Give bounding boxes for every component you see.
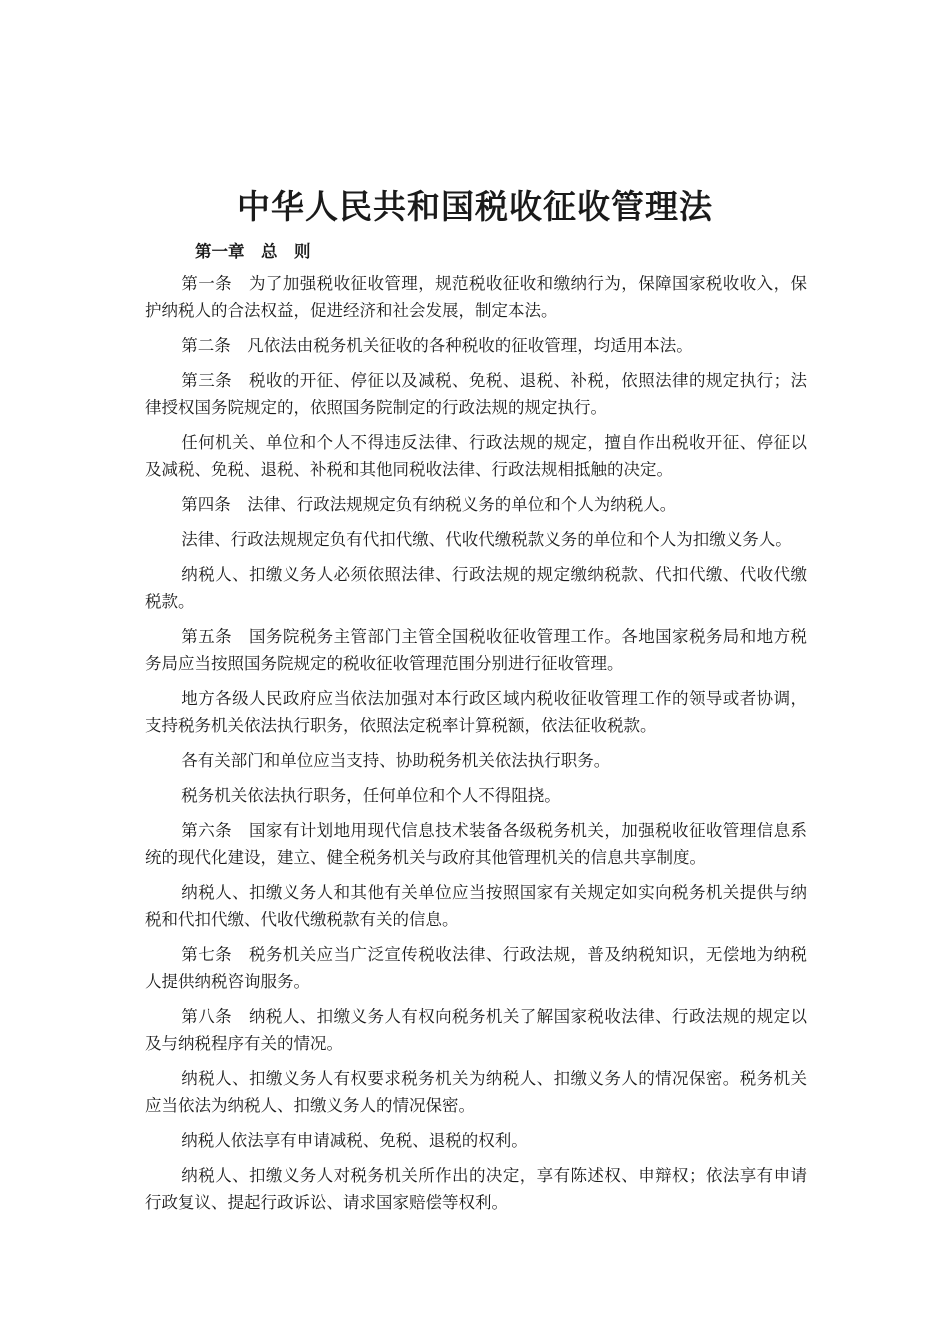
paragraph: 第一条 为了加强税收征收管理，规范税收征收和缴纳行为，保障国家税收收入，保护纳税人的合法权益，促进经济和社会发展，制定本法。 — [145, 274, 807, 320]
paragraph: 各有关部门和单位应当支持、协助税务机关依法执行职务。 — [181, 751, 611, 770]
paragraph: 税务机关依法执行职务，任何单位和个人不得阻挠。 — [181, 786, 561, 805]
document-body — [145, 270, 807, 1224]
paragraph: 纳税人、扣缴义务人必须依照法律、行政法规的规定缴纳税款、代扣代缴、代收代缴税款。 — [145, 565, 807, 611]
paragraph: 第六条 国家有计划地用现代信息技术装备各级税务机关，加强税收征收管理信息系统的现代化建设，建立、健全税务机关与政府其他管理机关的信息共享制度。 — [145, 821, 807, 867]
paragraph: 第七条 税务机关应当广泛宣传税收法律、行政法规，普及纳税知识，无偿地为纳税人提供纳税咨询服务。 — [145, 945, 807, 991]
paragraph: 纳税人、扣缴义务人和其他有关单位应当按照国家有关规定如实向税务机关提供与纳税和代扣代缴、代收代缴税款有关的信息。 — [145, 883, 807, 929]
paragraph: 法律、行政法规规定负有代扣代缴、代收代缴税款义务的单位和个人为扣缴义务人。 — [181, 530, 792, 549]
paragraph: 纳税人、扣缴义务人对税务机关所作出的决定，享有陈述权、申辩权；依法享有申请行政复议、提起行政诉讼、请求国家赔偿等权利。 — [145, 1166, 807, 1212]
paragraph: 纳税人依法享有申请减税、免税、退税的权利。 — [181, 1131, 528, 1150]
document-title: 中华人民共和国税收征收管理法 — [237, 187, 713, 226]
paragraph: 第八条 纳税人、扣缴义务人有权向税务机关了解国家税收法律、行政法规的规定以及与纳税程序有关的情况。 — [145, 1007, 807, 1053]
paragraph: 第四条 法律、行政法规规定负有纳税义务的单位和个人为纳税人。 — [181, 495, 677, 514]
paragraph: 第五条 国务院税务主管部门主管全国税收征收管理工作。各地国家税务局和地方税务局应当按照国务院规定的税收征收管理范围分别进行征收管理。 — [145, 627, 807, 673]
paragraph: 任何机关、单位和个人不得违反法律、行政法规的规定，擅自作出税收开征、停征以及减税、免税、退税、补税和其他同税收法律、行政法规相抵触的决定。 — [145, 433, 807, 479]
paragraph: 地方各级人民政府应当依法加强对本行政区域内税收征收管理工作的领导或者协调，支持税务机关依法执行职务，依照法定税率计算税额，依法征收税款。 — [145, 689, 807, 735]
paragraph: 第三条 税收的开征、停征以及减税、免税、退税、补税，依照法律的规定执行；法律授权国务院规定的，依照国务院制定的行政法规的规定执行。 — [145, 371, 807, 417]
paragraph: 纳税人、扣缴义务人有权要求税务机关为纳税人、扣缴义务人的情况保密。税务机关应当依法为纳税人、扣缴义务人的情况保密。 — [145, 1069, 807, 1115]
paragraph: 第二条 凡依法由税务机关征收的各种税收的征收管理，均适用本法。 — [181, 336, 693, 355]
chapter-heading: 第一章 总 则 — [195, 242, 311, 261]
